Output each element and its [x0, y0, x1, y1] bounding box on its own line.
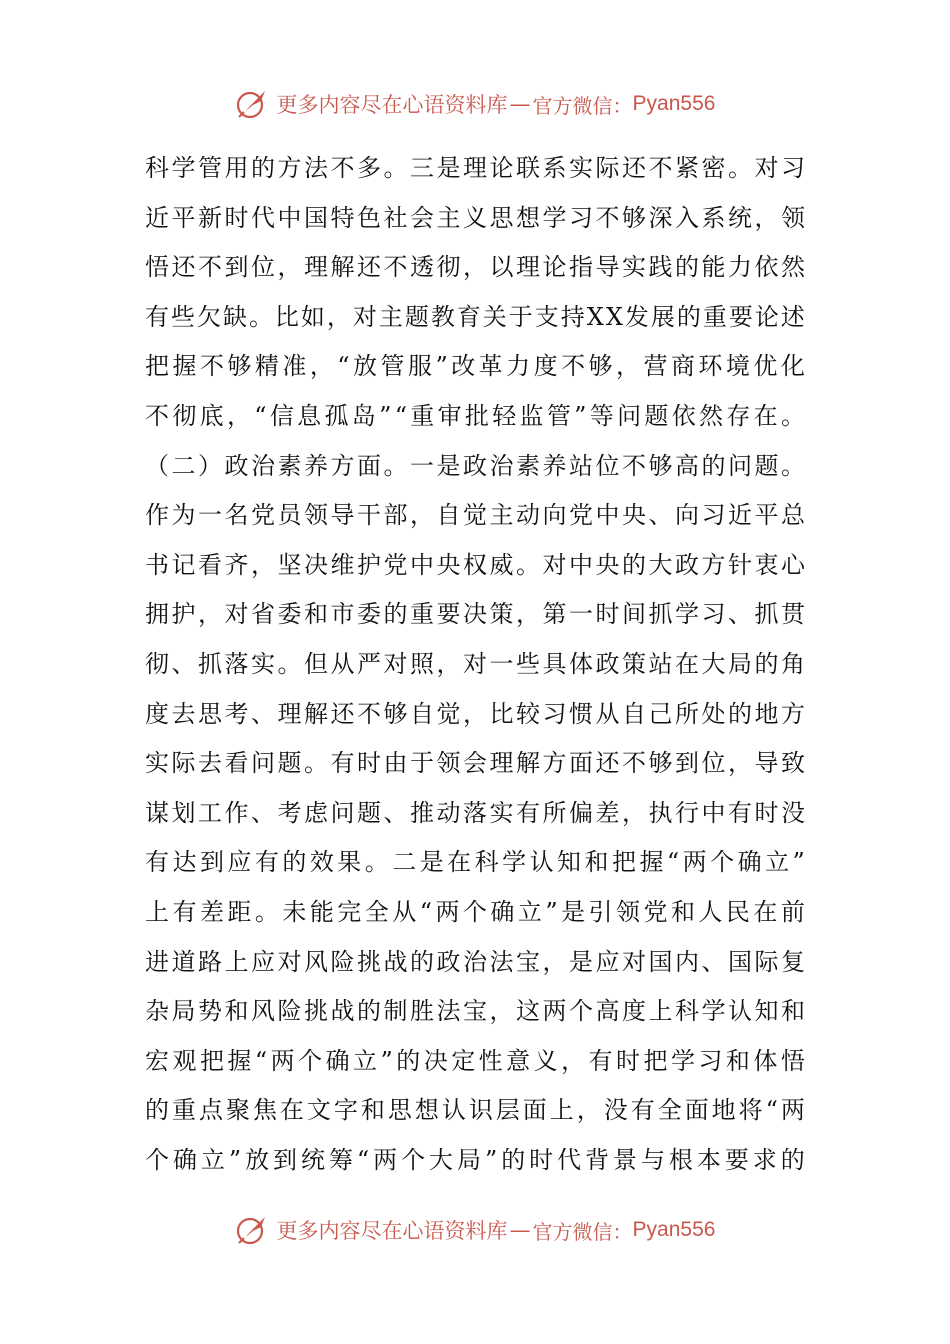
- body-line: 度 去 思 考 、 理 解 还 不 够 自 觉 ， 比 较 习 惯 从 自 己 所 处 的 地 方: [145, 699, 805, 728]
- header-banner-id: Pyan556: [632, 92, 716, 115]
- body-line: 书 记 看 齐 ， 坚 决 维 护 党 中 央 权 威 。 对 中 央 的 大 政 方 针 衷 心: [145, 550, 805, 579]
- body-line: （ 二 ） 政 治 素 养 方 面 。 一 是 政 治 素 养 站 位 不 够 高 的 问 题 。: [145, 451, 805, 480]
- footer-banner-label: 官方微信：: [532, 1219, 633, 1244]
- body-line: 把 握 不 够 精 准 ， “ 放 管 服 ” 改 革 力 度 不 够 ， 营 商 环 境 优 化: [145, 352, 805, 381]
- body-line: 近 平 新 时 代 中 国 特 色 社 会 主 义 思 想 学 习 不 够 深 入 系 统 ， 领: [145, 203, 805, 232]
- body-line: 的 重 点 聚 焦 在 文 字 和 思 想 认 识 层 面 上 ， 没 有 全 面 地 将 “ 两: [145, 1096, 805, 1125]
- body-line: 有 些 欠 缺 。 比 如 ， 对 主 题 教 育 关 于 支 持 X X 发 展 的 重 要 论 述: [145, 302, 805, 331]
- document-body: [145, 144, 805, 1185]
- footer-banner-dash: —: [509, 1218, 531, 1242]
- quill-logo-icon: [235, 1213, 269, 1247]
- body-line: 个 确 立 ” 放 到 统 筹 “ 两 个 大 局 ” 的 时 代 背 景 与 根 本 要 求 的: [145, 1145, 805, 1174]
- body-line: 悟 还 不 到 位 ， 理 解 还 不 透 彻 ， 以 理 论 指 导 实 践 的 能 力 依 然: [145, 253, 805, 282]
- header-banner-dash: —: [509, 92, 531, 116]
- body-line: 不 彻 底 ， “ 信 息 孤 岛 ” “ 重 审 批 轻 监 管 ” 等 问 题 依 然 存 在 。: [145, 401, 805, 430]
- footer-banner: [0, 1210, 950, 1250]
- body-line: 科 学 管 用 的 方 法 不 多 。 三 是 理 论 联 系 实 际 还 不 紧 密 。 对 习: [145, 154, 805, 182]
- body-line: 有 达 到 应 有 的 效 果 。 二 是 在 科 学 认 知 和 把 握 “ 两 个 确 立 ”: [145, 848, 805, 877]
- footer-banner-id: Pyan556: [632, 1218, 716, 1241]
- body-line: 实 际 去 看 问 题 。 有 时 由 于 领 会 理 解 方 面 还 不 够 到 位 ， 导 致: [145, 749, 805, 778]
- body-line: 谋 划 工 作 、 考 虑 问 题 、 推 动 落 实 有 所 偏 差 ， 执 行 中 有 时 没: [145, 798, 805, 827]
- header-banner-label: 官方微信：: [532, 93, 633, 118]
- body-line: 拥 护 ， 对 省 委 和 市 委 的 重 要 决 策 ， 第 一 时 间 抓 学 习 、 抓 贯: [145, 600, 805, 629]
- header-banner-title: 更多内容尽在心语资料库: [276, 93, 508, 117]
- body-line: 宏 观 把 握 “ 两 个 确 立 ” 的 决 定 性 意 义 ， 有 时 把 学 习 和 体 悟: [145, 1046, 805, 1075]
- body-line: 作 为 一 名 党 员 领 导 干 部 ， 自 觉 主 动 向 党 中 央 、 向 习 近 平 总: [145, 501, 805, 530]
- header-banner: [0, 84, 950, 124]
- body-line: 进 道 路 上 应 对 风 险 挑 战 的 政 治 法 宝 ， 是 应 对 国 内 、 国 际 复: [145, 947, 805, 976]
- footer-banner-title: 更多内容尽在心语资料库: [276, 1219, 508, 1243]
- footer-banner-text: [277, 1215, 716, 1245]
- body-line: 杂 局 势 和 风 险 挑 战 的 制 胜 法 宝 ， 这 两 个 高 度 上 科 学 认 知 和: [145, 997, 805, 1026]
- body-line: 彻 、 抓 落 实 。 但 从 严 对 照 ， 对 一 些 具 体 政 策 站 在 大 局 的 角: [145, 649, 805, 678]
- body-line: 上 有 差 距 。 未 能 完 全 从 “ 两 个 确 立 ” 是 引 领 党 和 人 民 在 前: [145, 897, 805, 926]
- quill-logo-icon: [235, 87, 269, 121]
- header-banner-text: [277, 89, 716, 119]
